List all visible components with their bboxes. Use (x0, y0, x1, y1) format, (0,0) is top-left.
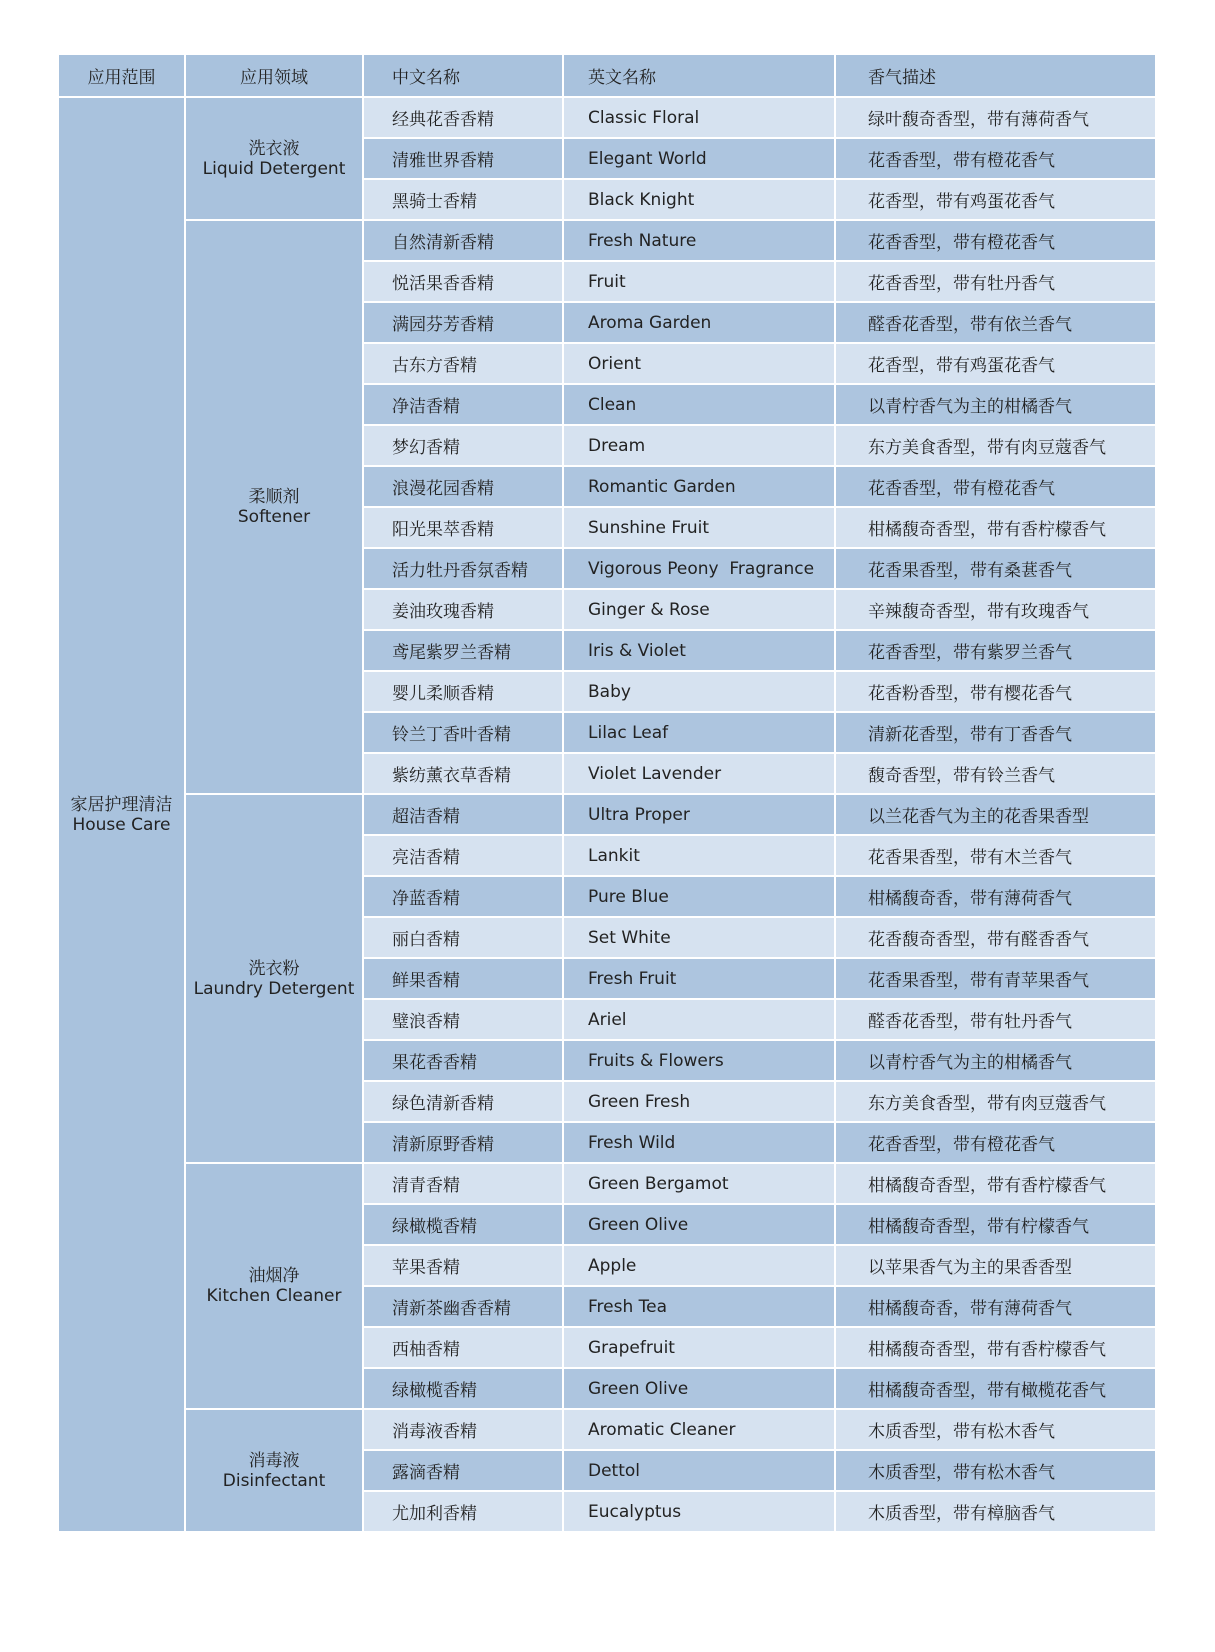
chinese-name-cell: 黑骑士香精 (363, 179, 563, 220)
aroma-description-cell: 花香香型，带有橙花香气 (835, 138, 1156, 179)
english-name-cell: Green Bergamot (563, 1163, 835, 1204)
chinese-name-cell: 姜油玫瑰香精 (363, 589, 563, 630)
aroma-description-cell: 柑橘馥奇香，带有薄荷香气 (835, 876, 1156, 917)
chinese-name-cell: 尤加利香精 (363, 1491, 563, 1532)
english-name-cell: Baby (563, 671, 835, 712)
english-name-cell: Eucalyptus (563, 1491, 835, 1532)
header-aroma-description: 香气描述 (835, 54, 1156, 97)
english-name-cell: Fresh Fruit (563, 958, 835, 999)
english-name-cell: Sunshine Fruit (563, 507, 835, 548)
aroma-description-cell: 花香果香型，带有青苹果香气 (835, 958, 1156, 999)
header-row (58, 54, 1156, 97)
aroma-description-cell: 花香粉香型，带有樱花香气 (835, 671, 1156, 712)
english-name-cell: Fresh Tea (563, 1286, 835, 1327)
aroma-description-cell: 柑橘馥奇香型，带有香柠檬香气 (835, 507, 1156, 548)
aroma-description-cell: 柑橘馥奇香型，带有柠檬香气 (835, 1204, 1156, 1245)
table-header (58, 54, 1156, 97)
aroma-description-cell: 东方美食香型，带有肉豆蔻香气 (835, 425, 1156, 466)
aroma-description-cell: 清新花香型，带有丁香香气 (835, 712, 1156, 753)
english-name-cell: Fruit (563, 261, 835, 302)
english-name-cell: Grapefruit (563, 1327, 835, 1368)
english-name-cell: Orient (563, 343, 835, 384)
aroma-description-cell: 以青柠香气为主的柑橘香气 (835, 1040, 1156, 1081)
field-name-cn: 油烟净 (248, 1266, 300, 1286)
chinese-name-cell: 净蓝香精 (363, 876, 563, 917)
english-name-cell: Elegant World (563, 138, 835, 179)
chinese-name-cell: 丽白香精 (363, 917, 563, 958)
english-name-cell: Aroma Garden (563, 302, 835, 343)
chinese-name-cell: 满园芬芳香精 (363, 302, 563, 343)
chinese-name-cell: 绿色清新香精 (363, 1081, 563, 1122)
field-name-cn: 洗衣粉 (248, 958, 300, 979)
aroma-description-cell: 柑橘馥奇香型，带有橄榄花香气 (835, 1368, 1156, 1409)
english-name-cell: Aromatic Cleaner (563, 1409, 835, 1450)
aroma-description-cell: 以苹果香气为主的果香香型 (835, 1245, 1156, 1286)
aroma-description-cell: 花香馥奇香型，带有醛香香气 (835, 917, 1156, 958)
field-cell (185, 1409, 363, 1532)
chinese-name-cell: 亮洁香精 (363, 835, 563, 876)
field-name-en: Liquid Detergent (202, 158, 346, 179)
english-name-cell: Black Knight (563, 179, 835, 220)
header-chinese-name: 中文名称 (363, 54, 563, 97)
chinese-name-cell: 苹果香精 (363, 1245, 563, 1286)
chinese-name-cell: 绿橄榄香精 (363, 1368, 563, 1409)
aroma-description-cell: 柑橘馥奇香型，带有香柠檬香气 (835, 1327, 1156, 1368)
english-name-cell: Apple (563, 1245, 835, 1286)
english-name-cell: Romantic Garden (563, 466, 835, 507)
chinese-name-cell: 璧浪香精 (363, 999, 563, 1040)
aroma-description-cell: 东方美食香型，带有肉豆蔻香气 (835, 1081, 1156, 1122)
aroma-description-cell: 花香型，带有鸡蛋花香气 (835, 343, 1156, 384)
aroma-description-cell: 以兰花香气为主的花香果香型 (835, 794, 1156, 835)
chinese-name-cell: 绿橄榄香精 (363, 1204, 563, 1245)
english-name-cell: Fresh Nature (563, 220, 835, 261)
chinese-name-cell: 清新茶幽香香精 (363, 1286, 563, 1327)
chinese-name-cell: 清雅世界香精 (363, 138, 563, 179)
chinese-name-cell: 鲜果香精 (363, 958, 563, 999)
table-row (58, 794, 1156, 835)
chinese-name-cell: 浪漫花园香精 (363, 466, 563, 507)
english-name-cell: Iris & Violet (563, 630, 835, 671)
aroma-description-cell: 花香香型，带有牡丹香气 (835, 261, 1156, 302)
field-cell (185, 220, 363, 794)
aroma-description-cell: 柑橘馥奇香，带有薄荷香气 (835, 1286, 1156, 1327)
english-name-cell: Green Olive (563, 1368, 835, 1409)
english-name-cell: Ginger & Rose (563, 589, 835, 630)
aroma-description-cell: 以青柠香气为主的柑橘香气 (835, 384, 1156, 425)
aroma-description-cell: 花香香型，带有橙花香气 (835, 220, 1156, 261)
field-name-en: Disinfectant (222, 1470, 326, 1491)
fragrance-table (57, 53, 1157, 1533)
english-name-cell: Dream (563, 425, 835, 466)
field-name-cn: 消毒液 (248, 1450, 300, 1471)
chinese-name-cell: 婴儿柔顺香精 (363, 671, 563, 712)
chinese-name-cell: 净洁香精 (363, 384, 563, 425)
english-name-cell: Green Fresh (563, 1081, 835, 1122)
english-name-cell: Set White (563, 917, 835, 958)
chinese-name-cell: 西柚香精 (363, 1327, 563, 1368)
aroma-description-cell: 花香香型，带有橙花香气 (835, 1122, 1156, 1163)
english-name-cell: Dettol (563, 1450, 835, 1491)
aroma-description-cell: 花香香型，带有紫罗兰香气 (835, 630, 1156, 671)
aroma-description-cell: 木质香型，带有樟脑香气 (835, 1491, 1156, 1532)
english-name-cell: Fresh Wild (563, 1122, 835, 1163)
chinese-name-cell: 铃兰丁香叶香精 (363, 712, 563, 753)
aroma-description-cell: 花香型，带有鸡蛋花香气 (835, 179, 1156, 220)
field-name-en: Kitchen Cleaner (206, 1286, 342, 1306)
aroma-description-cell: 木质香型，带有松木香气 (835, 1450, 1156, 1491)
chinese-name-cell: 清青香精 (363, 1163, 563, 1204)
table-row (58, 1163, 1156, 1204)
chinese-name-cell: 活力牡丹香氛香精 (363, 548, 563, 589)
scope-name-en: House Care (72, 814, 171, 835)
english-name-cell: Lilac Leaf (563, 712, 835, 753)
chinese-name-cell: 露滴香精 (363, 1450, 563, 1491)
english-name-cell: Ultra Proper (563, 794, 835, 835)
header-english-name: 英文名称 (563, 54, 835, 97)
table-row (58, 220, 1156, 261)
chinese-name-cell: 自然清新香精 (363, 220, 563, 261)
table-body (58, 97, 1156, 1532)
chinese-name-cell: 紫纺薰衣草香精 (363, 753, 563, 794)
aroma-description-cell: 花香果香型，带有桑葚香气 (835, 548, 1156, 589)
english-name-cell: Fruits & Flowers (563, 1040, 835, 1081)
english-name-cell: Vigorous Peony Fragrance (563, 548, 835, 589)
aroma-description-cell: 花香香型，带有橙花香气 (835, 466, 1156, 507)
header-scope: 应用范围 (58, 54, 185, 97)
chinese-name-cell: 阳光果萃香精 (363, 507, 563, 548)
aroma-description-cell: 花香果香型，带有木兰香气 (835, 835, 1156, 876)
field-name-cn: 柔顺剂 (248, 487, 300, 507)
aroma-description-cell: 醛香花香型，带有依兰香气 (835, 302, 1156, 343)
scope-name-cn: 家居护理清洁 (70, 794, 173, 815)
english-name-cell: Violet Lavender (563, 753, 835, 794)
aroma-description-cell: 醛香花香型，带有牡丹香气 (835, 999, 1156, 1040)
field-cell (185, 97, 363, 220)
chinese-name-cell: 超洁香精 (363, 794, 563, 835)
aroma-description-cell: 辛辣馥奇香型，带有玫瑰香气 (835, 589, 1156, 630)
field-cell (185, 794, 363, 1163)
field-cell (185, 1163, 363, 1409)
chinese-name-cell: 鸢尾紫罗兰香精 (363, 630, 563, 671)
scope-cell (58, 97, 185, 1532)
aroma-description-cell: 绿叶馥奇香型，带有薄荷香气 (835, 97, 1156, 138)
field-name-cn: 洗衣液 (248, 138, 300, 159)
field-name-en: Laundry Detergent (193, 978, 355, 999)
header-field: 应用领域 (185, 54, 363, 97)
english-name-cell: Ariel (563, 999, 835, 1040)
table-row (58, 97, 1156, 138)
chinese-name-cell: 果花香香精 (363, 1040, 563, 1081)
english-name-cell: Green Olive (563, 1204, 835, 1245)
aroma-description-cell: 馥奇香型，带有铃兰香气 (835, 753, 1156, 794)
english-name-cell: Lankit (563, 835, 835, 876)
english-name-cell: Pure Blue (563, 876, 835, 917)
field-name-en: Softener (237, 507, 311, 527)
chinese-name-cell: 梦幻香精 (363, 425, 563, 466)
chinese-name-cell: 悦活果香香精 (363, 261, 563, 302)
english-name-cell: Classic Floral (563, 97, 835, 138)
table-row (58, 1409, 1156, 1450)
aroma-description-cell: 木质香型，带有松木香气 (835, 1409, 1156, 1450)
chinese-name-cell: 消毒液香精 (363, 1409, 563, 1450)
chinese-name-cell: 清新原野香精 (363, 1122, 563, 1163)
chinese-name-cell: 古东方香精 (363, 343, 563, 384)
aroma-description-cell: 柑橘馥奇香型，带有香柠檬香气 (835, 1163, 1156, 1204)
english-name-cell: Clean (563, 384, 835, 425)
chinese-name-cell: 经典花香香精 (363, 97, 563, 138)
